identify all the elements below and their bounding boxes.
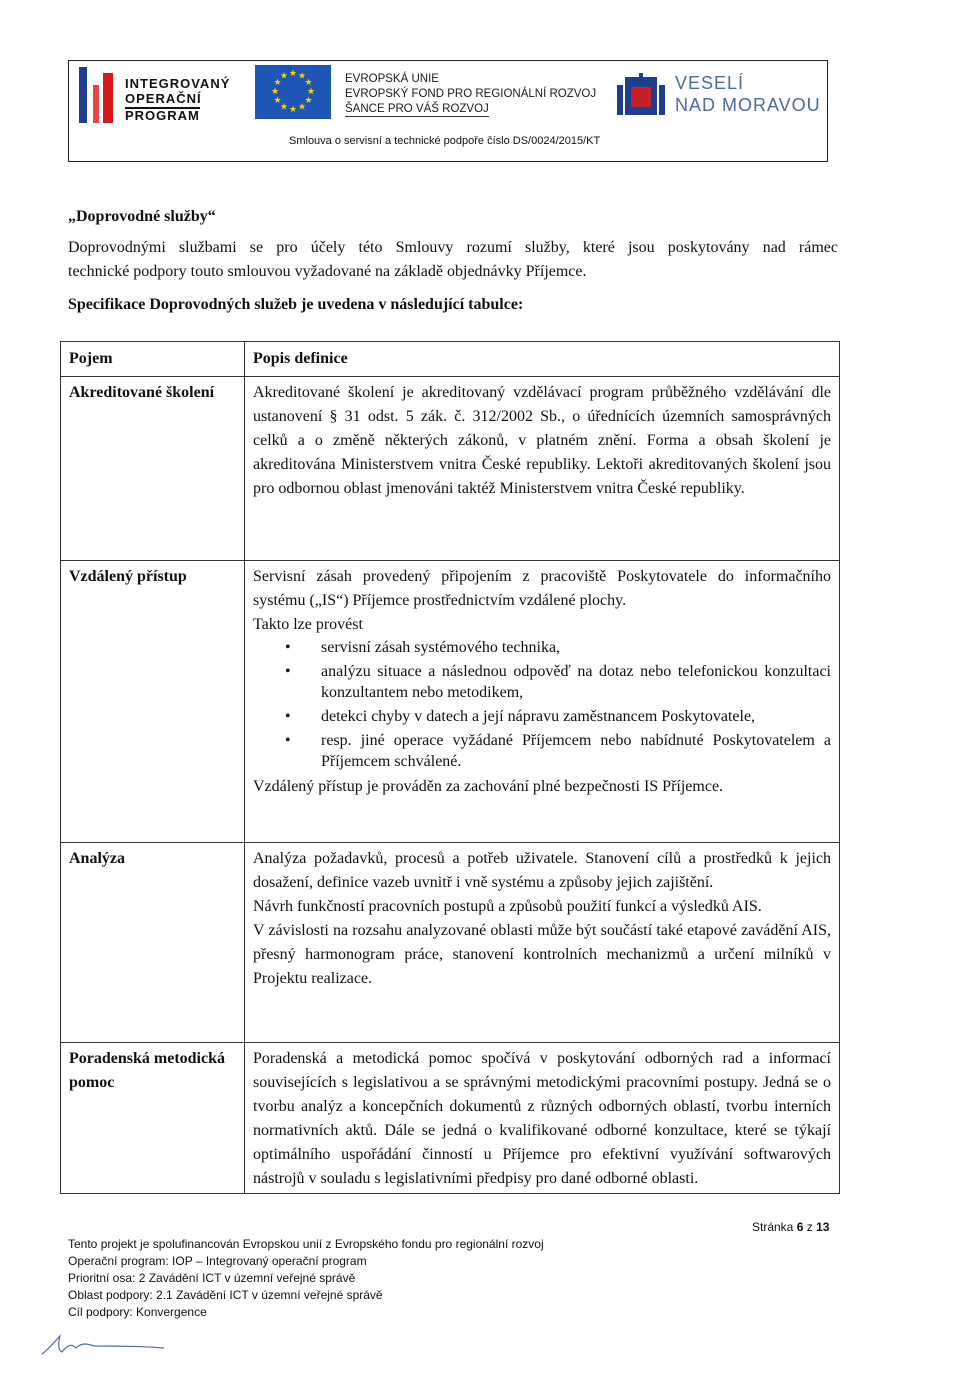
svg-text:★: ★ [270, 87, 280, 97]
definition-text: V závislosti na rozsahu analyzované oblasti může být součástí také etapové zavádění AIS, přesný harmonogram práce, stanovení kontrolních mechanizmů a určení milníků v Projektu realizace. [253, 922, 831, 987]
table-row [61, 1043, 840, 1194]
veseli-emblem-icon [617, 71, 665, 119]
specification-heading: Specifikace Doprovodných služeb je uvedena v následující tabulce: [68, 296, 524, 313]
page-total: 13 [816, 1220, 830, 1234]
svg-text:★: ★ [297, 71, 307, 82]
svg-text:★: ★ [279, 102, 289, 113]
page-label: Stránka [752, 1220, 794, 1234]
definition-text: Servisní zásah provedený připojením z pracoviště Poskytovatele do informačního systému („IS“) Příjemce prostřednictvím vzdálené plochy. [253, 568, 831, 609]
services-table [60, 341, 840, 1194]
list-item: • servisní zásah systémového technika, [321, 637, 831, 658]
svg-text:★: ★ [279, 71, 289, 82]
table-row [61, 561, 840, 843]
iop-logo-red-bar [103, 73, 113, 123]
footer-line: Oblast podpory: 2.1 Zavádění ICT v územní veřejné správě [68, 1288, 383, 1302]
definition-text: Návrh funkčností pracovních postupů a způsobů použití funkcí a výsledků AIS. [253, 898, 762, 915]
definition-cell [245, 843, 840, 1043]
veseli-logo [617, 71, 827, 121]
intro-text: technické podpory touto smlouvou vyžadované na základě objednávky Příjemce. [68, 263, 587, 280]
iop-logo-blue-bar [79, 67, 87, 123]
eu-flag-stars [255, 65, 331, 119]
term-cell: Analýza [61, 843, 245, 1043]
signature-icon [38, 1332, 168, 1358]
svg-text:★: ★ [306, 87, 316, 97]
section-title: „Doprovodné služby“ [68, 208, 216, 225]
term-cell: Vzdálený přístup [61, 561, 245, 843]
iop-logo-red-bar [93, 85, 99, 123]
table-row [61, 377, 840, 561]
definition-text: Vzdálený přístup je prováděn za zachování plné bezpečnosti IS Příjemce. [253, 778, 724, 795]
footer-line: Cíl podpory: Konvergence [68, 1305, 207, 1319]
definition-cell [245, 561, 840, 843]
table-header-row [61, 342, 840, 377]
svg-text:★: ★ [304, 96, 313, 106]
term-cell: Poradenská metodická pomoc [61, 1043, 245, 1194]
eu-flag-icon [255, 65, 331, 119]
footer-line: Operační program: IOP – Integrovaný operační program [68, 1254, 367, 1268]
svg-text:★: ★ [297, 102, 307, 113]
page-number [752, 1220, 829, 1234]
eu-text: EVROPSKÝ FOND PRO REGIONÁLNÍ ROZVOJ [345, 88, 597, 100]
footer-line: Tento projekt je spolufinancován Evropskou unií z Evropského fondu pro regionální rozvoj [68, 1237, 544, 1251]
definition-cell [245, 1043, 840, 1194]
definition-text: Takto lze provést [253, 616, 363, 633]
definition-text: Akreditované školení je akreditovaný vzdělávací program průběžného vzdělávání dle ustanovení § 31 odst. 5 zák. č. 312/2002 Sb., o úřednících územních samosprávných celků a o změně některých zákonů, v platném znění. Forma a obsah školení je akreditována Ministerstvem vnitra České republiky. Lektoři akreditovaných školení jsou pro odbornou oblast jmenováni taktéž Ministerstvem vnitra České republiky. [253, 384, 831, 497]
svg-text:★: ★ [304, 78, 313, 88]
page-current: 6 [796, 1220, 804, 1234]
list-item: • detekci chyby v datech a její nápravu zaměstnancem Poskytovatele, [321, 706, 831, 727]
svg-text:★: ★ [273, 78, 282, 88]
page-of: z [806, 1220, 813, 1234]
intro-text: Doprovodnými službami se pro účely této Smlouvy rozumí služby, které jsou poskytovány nad rámec [68, 239, 838, 256]
footer-line: Prioritní osa: 2 Zavádění ICT v územní veřejné správě [68, 1271, 356, 1285]
bullet-list [253, 637, 831, 772]
list-item: • resp. jiné operace vyžádané Příjemcem nebo nabídnuté Poskytovatelem a Příjemcem schválené. [321, 730, 831, 772]
veseli-text: NAD MORAVOU [675, 95, 821, 115]
definition-cell [245, 377, 840, 561]
veseli-text: VESELÍ [675, 73, 745, 93]
column-header-term: Pojem [61, 342, 245, 377]
definition-text: Analýza požadavků, procesů a potřeb uživatele. Stanovení cílů a prostředků k jejich dosažení, definice vazeb uvnitř i vně systému a způsoby jejich zajištění. [253, 850, 831, 891]
table-row [61, 843, 840, 1043]
list-item: • analýzu situace a následnou odpověď na dotaz nebo telefonickou konzultaci konzultantem nebo metodikem, [321, 661, 831, 703]
iop-logo-text: INTEGROVANÝ [125, 76, 231, 91]
svg-text:★: ★ [288, 69, 298, 79]
svg-text:★: ★ [288, 105, 298, 115]
svg-text:★: ★ [273, 96, 282, 106]
iop-logo-text: PROGRAM [125, 108, 200, 123]
definition-text: Poradenská a metodická pomoc spočívá v poskytování odborných rad a informací souvisejících s legislativou a se správnými metodickými pracovními postupy. Jedná se o tvorbu analýz a koncepčních dokumentů z různých odborných oblastí, tvorbu interních normativních aktů. Dále se jedná o kvalifikované odborné konzultace, které se týkají optimálního uspořádání činností u Příjemce pro efektivní využívání softwarových nástrojů v souladu s legislativními předpisy pro dané odborné oblasti. [253, 1050, 831, 1187]
column-header-definition: Popis definice [245, 342, 840, 377]
eu-text: EVROPSKÁ UNIE [345, 73, 439, 85]
header-box [68, 60, 828, 162]
term-cell: Akreditované školení [61, 377, 245, 561]
eu-text: ŠANCE PRO VÁŠ ROZVOJ [345, 103, 489, 115]
contract-reference: Smlouva o servisní a technické podpoře číslo DS/0024/2015/KT [289, 135, 601, 147]
iop-logo [79, 67, 229, 123]
iop-logo-text: OPERAČNÍ [125, 91, 202, 106]
